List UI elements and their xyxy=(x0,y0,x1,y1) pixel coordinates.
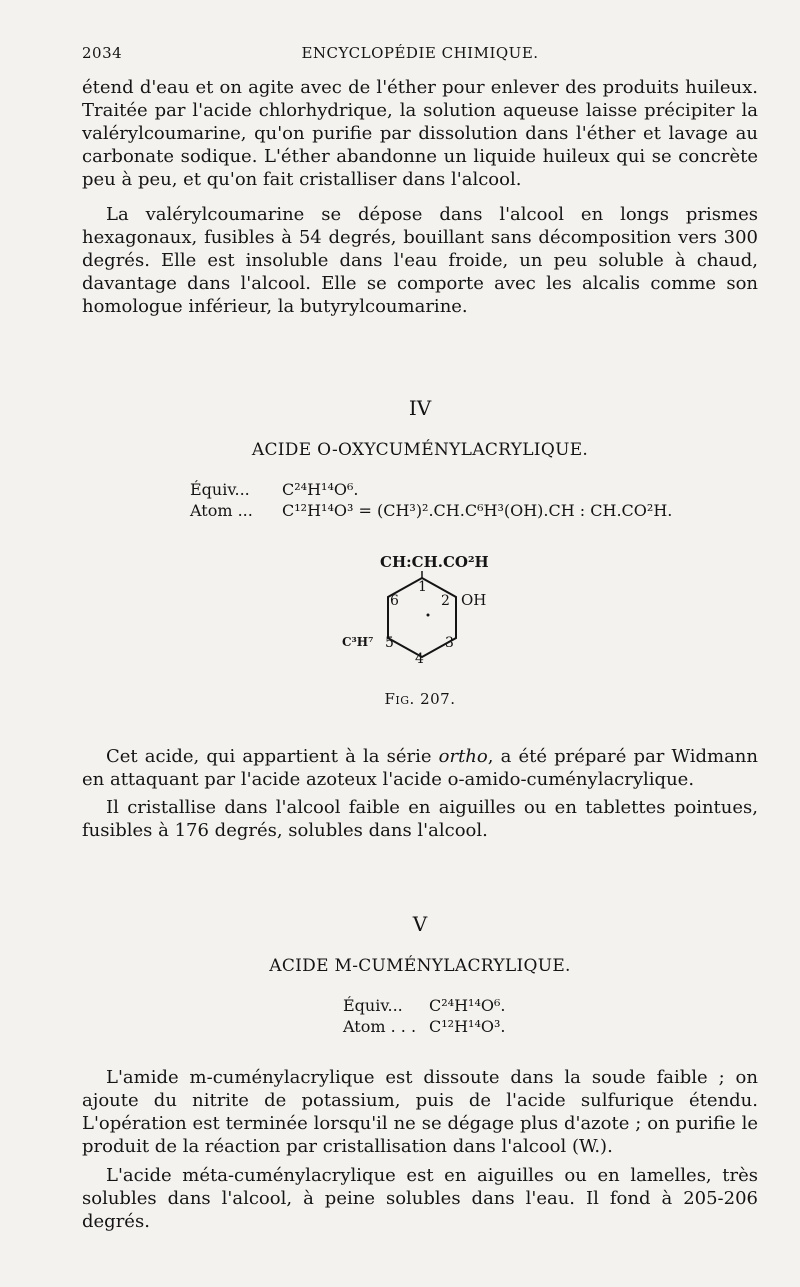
paragraph-continued: étend d'eau et on agite avec de l'éther pour enlever des produits huileux. Traitée par l'acide chlorhydrique, la solution aqueuse laisse précipiter la valérylcoumarine, qu'on purifie par dissolution dans l'éther et lavage au carbonate sodique. L'éther abandonne un liquide huileux qui se concrète peu à peu, et qu'on fait cristalliser dans l'alcool. xyxy=(82,77,758,190)
figure-right-group: OH xyxy=(461,591,487,609)
figure-top-group: CH:CH.CO²H xyxy=(380,553,489,571)
section-title-iv: ACIDE O-OXYCUMÉNYLACRYLIQUE. xyxy=(251,440,589,460)
equiv-formula: C²⁴H¹⁴O⁶. xyxy=(282,480,359,499)
position-3: 3 xyxy=(445,635,454,651)
section-numeral-v: V xyxy=(412,912,428,936)
paragraph-ortho: Cet acide, qui appartient à la série ortho, a été préparé par Widmann en attaquant par l'acide azoteux l'acide o-amido-cuménylacrylique. xyxy=(82,746,758,790)
position-2: 2 xyxy=(441,593,450,609)
hexagon-structure-figure xyxy=(330,545,530,680)
section-title-v: ACIDE M-CUMÉNYLACRYLIQUE. xyxy=(269,956,571,976)
atom-label-v: Atom . . . xyxy=(343,1017,417,1036)
atom-formula-v: C¹²H¹⁴O³. xyxy=(429,1017,506,1036)
equiv-label: Équiv... xyxy=(190,480,250,499)
paragraph-meta-acid: L'acide méta-cuménylacrylique est en aiguilles ou en lamelles, très solubles dans l'alcool, à peine solubles dans l'eau. Il fond à 205-206 degrés. xyxy=(82,1165,758,1232)
paragraph-valerylcoumarine: La valérylcoumarine se dépose dans l'alcool en longs prismes hexagonaux, fusibles à 54 degrés, bouillant sans décomposition vers 300 degrés. Elle est insoluble dans l'eau froide, un peu soluble à chaud, davantage dans l'alcool. Elle se comporte avec les alcalis comme son homologue inférieur, la butyrylcoumarine. xyxy=(82,204,758,317)
equiv-line-iv xyxy=(190,480,358,500)
position-1: 1 xyxy=(418,579,427,595)
paragraph-crystallisation-iv: Il cristallise dans l'alcool faible en aiguilles ou en tablettes pointues, fusibles à 176 degrés, solubles dans l'alcool. xyxy=(82,797,758,841)
position-4: 4 xyxy=(415,651,424,667)
equiv-formula-v: C²⁴H¹⁴O⁶. xyxy=(429,996,506,1015)
atom-line-v xyxy=(343,1017,505,1037)
paragraph-amide: L'amide m-cuménylacrylique est dissoute dans la soude faible ; on ajoute du nitrite de potassium, puis de l'acide sulfurique étendu. L'opération est terminée lorsqu'il ne se dégage plus d'azote ; on purifie le produit de la réaction par cristallisation dans l'alcool (W.). xyxy=(82,1067,758,1157)
atom-formula: C¹²H¹⁴O³ = (CH³)².CH.C⁶H³(OH).CH : CH.CO²H. xyxy=(282,501,673,520)
atom-line-iv xyxy=(190,501,672,521)
equiv-label-v: Équiv... xyxy=(343,996,403,1015)
position-5: 5 xyxy=(385,635,394,651)
atom-label: Atom ... xyxy=(190,501,253,520)
equiv-line-v xyxy=(343,996,505,1016)
section-numeral-iv: IV xyxy=(408,396,432,420)
figure-caption: Fig. 207. xyxy=(384,690,456,708)
page-number: 2034 xyxy=(82,44,123,62)
running-title: ENCYCLOPÉDIE CHIMIQUE. xyxy=(301,44,539,62)
figure-left-group: C³H⁷ xyxy=(342,635,374,649)
position-6: 6 xyxy=(390,593,399,609)
running-header xyxy=(82,44,758,68)
